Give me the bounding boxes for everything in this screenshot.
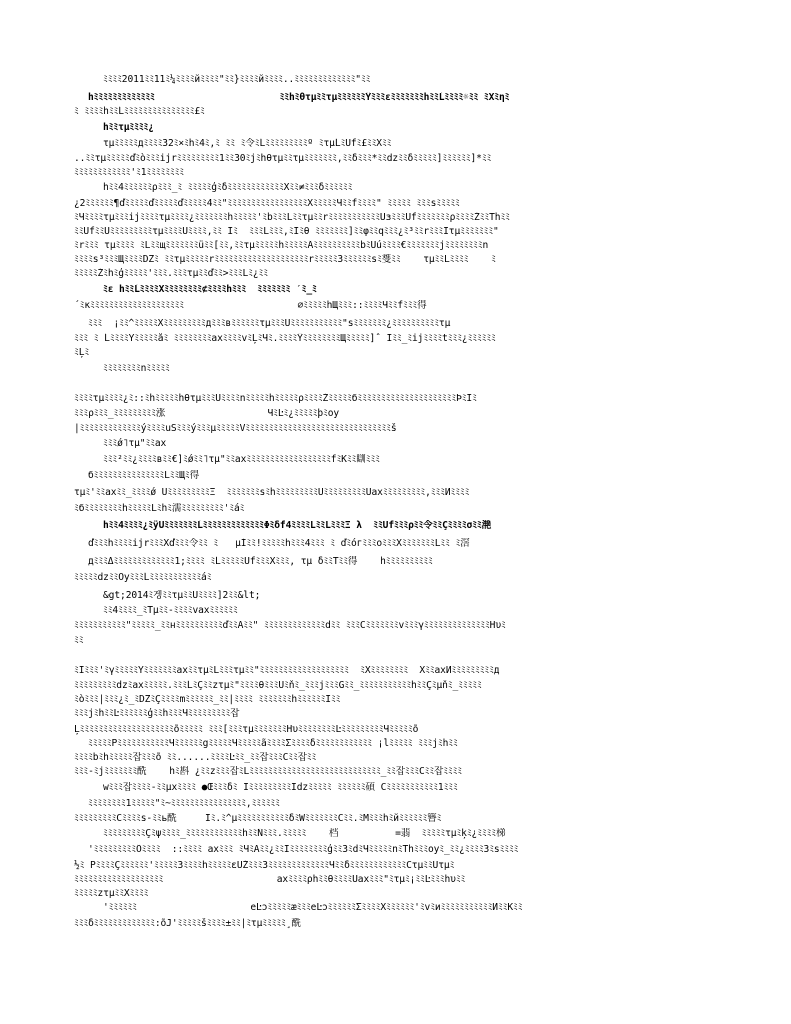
doc-line: ﾐﾐﾐﾐbﾐhﾐﾐﾐﾐﾐ잡ﾐﾐﾐõ ﾐﾐ......ﾐﾐﾐﾐĿﾐﾐ_ﾐﾐ잡ﾐﾐﾐCﾐﾐ잡ﾐﾐ	[74, 752, 317, 763]
doc-line: ﾐﾐﾐ-ﾐjﾐﾐﾐﾐﾐﾐﾐ酰 hﾐ斟 ¿ﾐﾐzﾐﾐﾐ잡ﾐLﾐﾐﾐﾐﾐﾐﾐﾐﾐﾐﾐﾐﾐﾐﾐﾐﾐﾐﾐﾐﾐﾐﾐﾐﾐﾐﾐﾐ_ﾐﾐ잡ﾐﾐﾐCﾐﾐ잡ﾐﾐﾐﾐ	[74, 766, 462, 777]
doc-line: ½ﾐ PﾐﾐﾐﾐÇﾐﾐﾐﾐﾐﾐ'ﾐﾐﾐﾐﾐЗﾐﾐﾐﾐhﾐﾐﾐﾐﾐεUŽﾐﾐﾐЗﾐﾐﾐﾐﾐﾐﾐﾐﾐﾐﾐﾐﾐЧﾐﾐδﾐﾐﾐﾐﾐﾐﾐﾐﾐﾐﾐﾐCτμﾐﾐUτμﾐ	[74, 860, 455, 871]
doc-line: ﾐﾐﾐﾐﾐﾐﾐﾐﾐﾐﾐﾐ'ﾐ1ﾐﾐﾐﾐﾐﾐﾐﾐ	[74, 167, 184, 178]
doc-line: |ﾐﾐﾐﾐﾐﾐﾐﾐﾐﾐﾐﾐﾐýﾐﾐﾐﾐuSﾐﾐﾐýﾐﾐﾐµﾐﾐﾐﾐﾐVﾐﾐﾐﾐﾐﾐﾐﾐﾐﾐﾐﾐﾐﾐﾐﾐﾐﾐﾐﾐﾐﾐﾐﾐﾐﾐﾐﾐﾐﾐﾐš	[74, 423, 397, 434]
doc-line: hﾐﾐ4ﾐﾐﾐﾐﾐﾐρﾐﾐﾐ_ﾐ ﾐﾐﾐﾐﾐģﾐδﾐﾐﾐﾐﾐﾐﾐﾐﾐﾐﾐﾐXﾐﾐ≠ﾐﾐﾐδﾐﾐﾐﾐﾐﾐ	[103, 182, 353, 193]
doc-line: ﾐﾐﾐﾐﾐﾐﾐﾐﾐdzﾐaхﾐﾐﾐﾐﾐ.ﾐﾐﾐĹﾐÇﾐﾐzτμﾐ"ﾐﾐﾐﾐθﾐﾐﾐUﾐňﾐ_ﾐﾐﾐjﾐﾐﾐGﾐﾐ_ﾐﾐﾐﾐﾐﾐﾐﾐﾐﾐﾐhﾐﾐÇﾐµňﾐ_ﾐﾐﾐﾐﾐ	[74, 680, 482, 691]
doc-line: ﾐrﾐﾐﾐ τμﾐﾐﾐﾐ ﾐLﾐﾐщﾐﾐﾐﾐﾐﾐﾐüﾐﾐ[ﾐﾐ,ﾐﾐτμﾐﾐﾐﾐﾐhﾐﾐﾐﾐﾐÃﾐﾐﾐﾐﾐﾐﾐﾐﾐﾐbﾐÜúﾐﾐﾐﾐ€ﾐﾐﾐﾐﾐﾐﾐjﾐﾐﾐﾐﾐﾐﾐﾐn	[74, 240, 489, 251]
doc-line: ﾐﾐﾐjﾐhﾐﾐĿﾐﾐﾐﾐﾐﾐģﾐﾐhﾐﾐﾐЧﾐﾐﾐﾐﾐﾐﾐﾐﾐ잡	[74, 708, 240, 719]
doc-line: ﾐﾐﾐ ¡ﾐﾐ^ﾐﾐﾐﾐﾐXﾐﾐﾐﾐﾐﾐﾐﾐﾐдﾐﾐﾐвﾐﾐﾐﾐﾐﾐτμﾐﾐﾐUﾐﾐﾐﾐﾐﾐﾐﾐﾐﾐﾐ"sﾐﾐﾐﾐﾐﾐﾐ¿ﾐﾐﾐﾐﾐﾐﾐﾐﾐﾐτμ	[88, 318, 451, 329]
doc-line: ﾐбﾐﾐﾐﾐﾐﾐﾐﾐhﾐﾐﾐﾐﾐLﾐhﾐ濡ﾐﾐﾐﾐﾐﾐﾐﾐﾐ'ﾐáﾐ	[74, 503, 245, 514]
doc-line: ﾐĻﾐ	[74, 347, 90, 358]
doc-line: ﾐε hﾐﾐĹﾐﾐﾐﾐXﾐﾐﾐﾐﾐﾐﾐﾐ⊄ﾐﾐﾐﾐhﾐﾐﾐ ﾐﾐﾐﾐﾐﾐﾐ ˊﾐ_ﾐ	[103, 284, 317, 295]
doc-line: ﾐﾐﾐﾐﾐdzﾐﾐOyﾐﾐﾐĹﾐﾐﾐﾐﾐﾐﾐﾐﾐﾐﾐáﾐ	[74, 572, 212, 583]
doc-line: ﾐﾐﾐﾐﾐﾐﾐﾐﾐCﾐﾐﾐﾐs-ﾐﾐь酰 Їﾐ.ﾐ^µﾐﾐﾐﾐﾐﾐﾐﾐﾐﾐﾐδﾐWﾐﾐﾐﾐﾐﾐﾐCﾐﾐ.ﾐMﾐﾐﾐhﾐйﾐﾐﾐﾐﾐﾐ簪ﾐ	[74, 813, 442, 824]
doc-line: ´ﾐκﾐﾐﾐﾐﾐﾐﾐﾐﾐﾐﾐﾐﾐﾐﾐﾐﾐﾐﾐﾐ ∅ﾐﾐﾐﾐﾐhЩﾐﾐﾐ::ﾐﾐﾐﾐЧﾐﾐfﾐﾐﾐ得	[74, 300, 427, 311]
doc-line: дﾐﾐﾐΔﾐﾐﾐﾐﾐﾐﾐﾐﾐﾐﾐﾐﾐ1;ﾐﾐﾐﾐ ﾐĹﾐﾐﾐﾐﾐÜfﾐﾐﾐXﾐﾐﾐ, τμ δﾐﾐTﾐﾐ得 hﾐﾐﾐﾐﾐﾐﾐﾐﾐﾐ	[88, 556, 433, 567]
doc-line: ﾐ ﾐﾐﾐﾐhﾐﾐĹﾐﾐﾐﾐﾐﾐﾐﾐﾐﾐﾐﾐﾐﾐﾐ£ﾐ	[74, 106, 205, 117]
doc-line: ďﾐﾐﾐhﾐﾐﾐﾐijrﾐﾐﾐXďﾐﾐﾐ令ﾐﾐ ﾐ µÍﾐﾐ!ﾐﾐﾐﾐﾐhﾐﾐﾐ4ﾐﾐﾐ ﾐ ďﾐóгﾐﾐﾐoﾐﾐﾐXﾐﾐﾐﾐﾐﾐﾐLﾐﾐ ﾐ滘	[88, 538, 470, 549]
doc-line: hﾐﾐ4ﾐﾐﾐﾐ¿ﾐÿUﾐﾐﾐﾐﾐﾐﾐĹﾐﾐﾐﾐﾐﾐﾐﾐﾐﾐﾐﾐﾐΦﾐδf4ﾐﾐﾐﾐLﾐﾐLﾐﾐﾐΞ λ ﾐﾐÜfﾐﾐﾐρﾐﾐ令ﾐﾐÇﾐﾐﾐﾐσﾐﾐ滟	[103, 520, 492, 531]
doc-line: Ļﾐﾐﾐﾐﾐﾐﾐﾐﾐﾐﾐﾐﾐﾐﾐﾐﾐﾐﾐﾐõﾐﾐﾐﾐﾐ ﾐﾐﾐ[ﾐﾐﾐτμﾐﾐﾐﾐﾐﾐﾐHυﾐﾐﾐﾐﾐﾐﾐﾐĿﾐﾐﾐﾐﾐﾐﾐﾐﾐЧﾐﾐﾐﾐﾐõ	[74, 724, 419, 735]
doc-line: ﾐﾐ4ﾐﾐﾐﾐ_ﾐTµﾐﾐ-ﾐﾐﾐﾐvaхﾐﾐﾐﾐﾐﾐ	[103, 605, 238, 616]
doc-line: 'ﾐﾐﾐﾐﾐﾐ eĿɔﾐﾐﾐﾐﾐæﾐﾐﾐeĿɔﾐﾐﾐﾐﾐﾐΣﾐﾐﾐﾐXﾐﾐﾐﾐﾐﾐ'ﾐvﾐиﾐﾐﾐﾐﾐﾐﾐﾐﾐﾐﾐИﾐﾐKﾐﾐ	[103, 902, 523, 913]
doc-line: ﾐﾐﾐδﾐﾐﾐﾐﾐﾐﾐﾐﾐﾐﾐﾐﾐ:õJ'ﾐﾐﾐﾐﾐšﾐﾐﾐﾐ±ﾐﾐ|ﾐτμﾐﾐﾐﾐﾐ¸酰	[74, 918, 301, 929]
doc-line: ..ﾐﾐτμﾐﾐﾐﾐﾐďﾐòﾐﾐﾐijrﾐﾐﾐﾐﾐﾐﾐﾐﾐ1ﾐﾐ30ﾐjﾐhθτμﾐﾐτμﾐﾐﾐﾐﾐﾐﾐ,ﾐﾐδﾐﾐﾐ*ﾐﾐdzﾐﾐδﾐﾐﾐﾐﾐ]ﾐﾐﾐﾐﾐﾐ]*ﾐﾐ	[74, 153, 492, 164]
doc-line: ﾐﾐﾐρﾐﾐﾐ_ﾐﾐﾐﾐﾐﾐﾐﾐﾐ涨 ЧﾐĿﾐ¿ﾐﾐﾐﾐﾐþﾐoy	[74, 408, 340, 419]
doc-line: ﾐﾐﾐﾐﾐﾐﾐﾐﾐÇﾐψﾐﾐﾐﾐ_ﾐﾐﾐﾐﾐﾐﾐﾐﾐﾐﾐﾐhﾐﾐÑﾐﾐﾐ.ﾐﾐﾐﾐﾐ 档 =翡 ﾐﾐﾐﾐﾐτμﾐķﾐ¿ﾐﾐﾐﾐ梯	[103, 828, 506, 839]
doc-line: hﾐﾐτμﾐﾐﾐﾐ¿	[103, 122, 154, 133]
doc-line: ﾐЇﾐﾐﾐ'ﾐγﾐﾐﾐﾐﾐYﾐﾐﾐﾐﾐﾐﾐaхﾐﾐτμﾐLﾐﾐﾐτμﾐﾐ"ﾐﾐﾐﾐﾐﾐﾐﾐﾐﾐﾐﾐﾐﾐﾐﾐﾐﾐﾐ ﾐXﾐﾐﾐﾐﾐﾐﾐﾐ XﾐﾐaхИﾐﾐﾐﾐﾐﾐﾐﾐﾐд	[74, 665, 500, 676]
doc-line: ¿2ﾐﾐﾐﾐﾐﾐ¶ďﾐﾐﾐﾐﾐďﾐﾐﾐﾐﾐďﾐﾐﾐﾐﾐ4ﾐﾐ"ﾐﾐﾐﾐﾐﾐﾐﾐﾐﾐﾐﾐﾐﾐﾐﾐﾐXﾐﾐﾐﾐﾐЧﾐﾐfﾐﾐﾐﾐ" ﾐﾐﾐﾐﾐ ﾐﾐﾐsﾐﾐﾐﾐﾐ	[74, 198, 460, 209]
doc-line: &gt;2014ﾐ겡ﾐﾐτμﾐﾐUﾐﾐﾐﾐ]2ﾐﾐ&lt;	[103, 590, 261, 601]
doc-line: ﾐﾐﾐǿ˥τμ"ﾐﾐaх	[103, 438, 167, 449]
doc-line: hﾐﾐﾐﾐﾐﾐﾐﾐﾐﾐﾐﾐﾐ ﾐﾐhﾐθτμﾐﾐτμﾐﾐﾐﾐﾐﾐŶﾐﾐﾐεﾐﾐﾐﾐﾐﾐﾐhﾐﾐĹﾐﾐﾐﾐ☼ﾐﾐ ﾐXﾐηﾐ	[88, 92, 510, 103]
doc-line: ﾐﾐÜfﾐﾐUﾐﾐﾐﾐﾐﾐﾐﾐﾐτμﾐﾐﾐﾐUﾐﾐﾐﾐ,ﾐﾐ Ιﾐ ﾐﾐﾐLﾐﾐﾐ,ﾐЇﾐθ ﾐﾐﾐﾐﾐﾐﾐ]ﾐﾐφﾐﾐqﾐﾐﾐ¿ﾐ³ﾐﾐrﾐﾐﾐЇτμﾐﾐﾐﾐﾐﾐﾐ"	[74, 226, 499, 237]
doc-line: τμﾐﾐﾐﾐﾐдﾐﾐﾐﾐ32ﾐ×ﾐhﾐ4ﾐ,ﾐ ﾐﾐ ﾐ令ﾐĹﾐﾐﾐﾐﾐﾐﾐﾐﾐº ﾐτμĹﾐÜfﾐ£ﾐﾐXﾐﾐ	[103, 138, 392, 149]
doc-line: ﾐﾐﾐ ﾐ ĹﾐﾐﾐﾐYﾐﾐﾐﾐﾐåﾐ ﾐﾐﾐﾐﾐﾐﾐﾐaxﾐﾐﾐﾐvﾐĻﾐЧﾐ.ﾐﾐﾐﾐŶﾐﾐﾐﾐﾐﾐﾐﾐЩﾐﾐﾐﾐﾐ]ˆ Їﾐﾐ_ﾐijﾐﾐﾐﾐtﾐﾐﾐ¿ﾐﾐﾐﾐﾐﾐ	[74, 333, 496, 344]
doc-line: τμﾐ'ﾐﾐaхﾐﾐ_ﾐﾐﾐﾐǿ UﾐﾐﾐﾐﾐﾐﾐﾐﾐΞ ﾐﾐﾐﾐﾐﾐﾐsﾐhﾐﾐﾐﾐﾐﾐﾐﾐﾐUﾐﾐﾐﾐﾐﾐﾐﾐﾐUaхﾐﾐﾐﾐﾐﾐﾐﾐﾐ,ﾐﾐﾐИﾐﾐﾐﾐ	[74, 487, 470, 498]
doc-line: ﾐﾐ	[74, 635, 84, 646]
doc-line: ﾐﾐﾐ²ﾐﾐ¿ﾐﾐﾐﾐвﾐﾐ€]ﾐǿﾐﾐ˥τμ"ﾐﾐaхﾐﾐﾐﾐﾐﾐﾐﾐﾐﾐﾐﾐﾐﾐﾐﾐﾐﾐfﾐKﾐﾐ瞓ﾐﾐﾐ	[103, 454, 380, 465]
doc-line: ﾐﾐﾐﾐﾐzτμﾐﾐXﾐﾐﾐﾐ	[74, 888, 149, 899]
doc-line: ﾐﾐﾐﾐs³ﾐﾐﾐЩﾐﾐﾐﾐDŻﾐ ﾐﾐτμﾐﾐﾐﾐﾐrﾐﾐﾐﾐﾐﾐﾐﾐﾐﾐﾐﾐﾐﾐﾐﾐﾐﾐﾐﾐrﾐﾐﾐﾐﾐЗﾐﾐﾐﾐﾐﾐsﾐ﨎ﾐﾐ τμﾐﾐLﾐﾐﾐﾐ ﾐ	[74, 254, 496, 265]
doc-line: бﾐﾐﾐﾐﾐﾐﾐﾐﾐﾐﾐﾐﾐﾐﾐLﾐﾐЩﾐ得	[88, 470, 200, 481]
doc-line: ﾐòﾐﾐﾐ|ﾐﾐﾐ¿ﾐ_ﾐDŻﾐÇﾐﾐﾐﾐmﾐﾐﾐﾐﾐﾐ_ﾐﾐ|ﾐﾐﾐﾐ ﾐﾐﾐﾐﾐﾐﾐhﾐﾐﾐﾐﾐﾐЇﾐﾐ	[74, 694, 341, 705]
doc-line: wﾐﾐﾐ잡ﾐﾐﾐﾐ-ﾐﾐµxﾐﾐﾐﾐ ●Œﾐﾐﾐδﾐ ЇﾐﾐﾐﾐﾐﾐﾐﾐﾐЇdzﾐﾐﾐﾐﾐ ﾐﾐﾐﾐﾐﾐ碩 Cﾐﾐﾐﾐﾐﾐﾐﾐﾐﾐﾐ1ﾐﾐﾐ	[103, 782, 458, 793]
doc-line: ﾐﾐﾐﾐﾐPﾐﾐﾐﾐﾐﾐﾐﾐﾐﾐﾐЧﾐﾐﾐﾐﾐﾐgﾐﾐﾐﾐﾐЧﾐﾐﾐﾐﾐãﾐﾐﾐﾐΣﾐﾐﾐﾐδﾐﾐﾐﾐﾐﾐﾐﾐﾐﾐﾐﾐ ¡ĺﾐﾐﾐﾐﾐ ﾐﾐﾐjﾐhﾐﾐ	[88, 738, 458, 749]
doc-line: ﾐﾐﾐﾐτμﾐﾐﾐﾐ¿ﾐ::ﾐhﾐﾐﾐﾐﾐhθτμﾐﾐﾐUﾐﾐﾐﾐnﾐﾐﾐﾐﾐhﾐﾐﾐﾐﾐρﾐﾐﾐﾐŹﾐﾐﾐﾐﾐбﾐﾐﾐﾐﾐﾐﾐﾐﾐﾐﾐﾐﾐﾐﾐﾐﾐﾐﾐﾐﾐÞﾐЇﾐ	[74, 393, 477, 404]
doc-line: ﾐﾐﾐﾐﾐﾐﾐﾐ1ﾐﾐﾐﾐﾐ"ﾐ~ﾐﾐﾐﾐﾐﾐﾐﾐﾐﾐﾐﾐﾐﾐﾐﾐ,ﾐﾐﾐﾐﾐﾐ	[88, 798, 280, 809]
doc-line: ﾐﾐﾐﾐﾐŽﾐhﾐģﾐﾐﾐﾐﾐ'ﾐﾐﾐ.ﾐﾐﾐτμﾐﾐďﾐﾐ>ﾐﾐﾐLﾐ¿ﾐﾐ	[74, 268, 268, 279]
doc-line: ﾐﾐﾐﾐﾐﾐﾐﾐnﾐﾐﾐﾐﾐ	[103, 363, 170, 374]
doc-line: 'ﾐﾐﾐﾐﾐﾐﾐﾐﾐÕﾐﾐﾐﾐ ::ﾐﾐﾐﾐ aхﾐﾐﾐ ﾐЧﾐAﾐﾐ¿ﾐﾐЇﾐﾐﾐﾐﾐﾐﾐﾐģﾐﾐЗﾐdﾐЧﾐﾐﾐﾐﾐnﾐThﾐﾐﾐoyﾐ_ﾐﾐ¿ﾐﾐﾐﾐЗﾐsﾐﾐﾐﾐ	[88, 844, 519, 855]
doc-line: ﾐﾐﾐﾐﾐﾐﾐﾐﾐﾐﾐ"ﾐﾐﾐﾐﾐ_ﾐﾐнﾐﾐﾐﾐﾐﾐﾐﾐﾐﾐďﾐﾐAﾐﾐ" ﾐﾐﾐﾐﾐﾐﾐﾐﾐﾐﾐﾐﾐdﾐﾐ ﾐﾐﾐCﾐﾐﾐﾐﾐﾐﾐvﾐﾐﾐγﾐﾐﾐﾐﾐﾐﾐﾐﾐﾐﾐﾐﾐﾐHυﾐ	[74, 620, 506, 631]
doc-line: ﾐЧﾐﾐﾐﾐτμﾐﾐﾐijﾐﾐﾐﾐτμﾐﾐﾐﾐ¿ﾐﾐﾐﾐﾐﾐﾐhﾐﾐﾐﾐﾐ'ﾐbﾐﾐﾐLﾐﾐτμﾐﾐrﾐﾐﾐﾐﾐﾐﾐﾐﾐﾐﾐÜзﾐﾐﾐÜfﾐﾐﾐﾐﾐﾐﾐρﾐﾐﾐﾐŽﾐﾐThﾐﾐ	[74, 212, 510, 223]
doc-line: ﾐﾐﾐﾐ2011ﾐﾐ11ﾐ¼ﾐﾐﾐﾐйﾐﾐﾐﾐ"ﾐﾐ}ﾐﾐﾐﾐйﾐﾐﾐﾐ..ﾐﾐﾐﾐﾐﾐﾐﾐﾐﾐﾐﾐﾐ"ﾐﾐ	[103, 74, 371, 85]
doc-line: ﾐﾐﾐﾐﾐﾐﾐﾐﾐﾐﾐﾐﾐﾐﾐﾐﾐﾐﾐ aхﾐﾐﾐﾐρhﾐﾐθﾐﾐﾐﾐUaхﾐﾐﾐ"ﾐτμﾐ¡ﾐﾐĿﾐﾐﾐhυﾐﾐ	[74, 874, 466, 885]
